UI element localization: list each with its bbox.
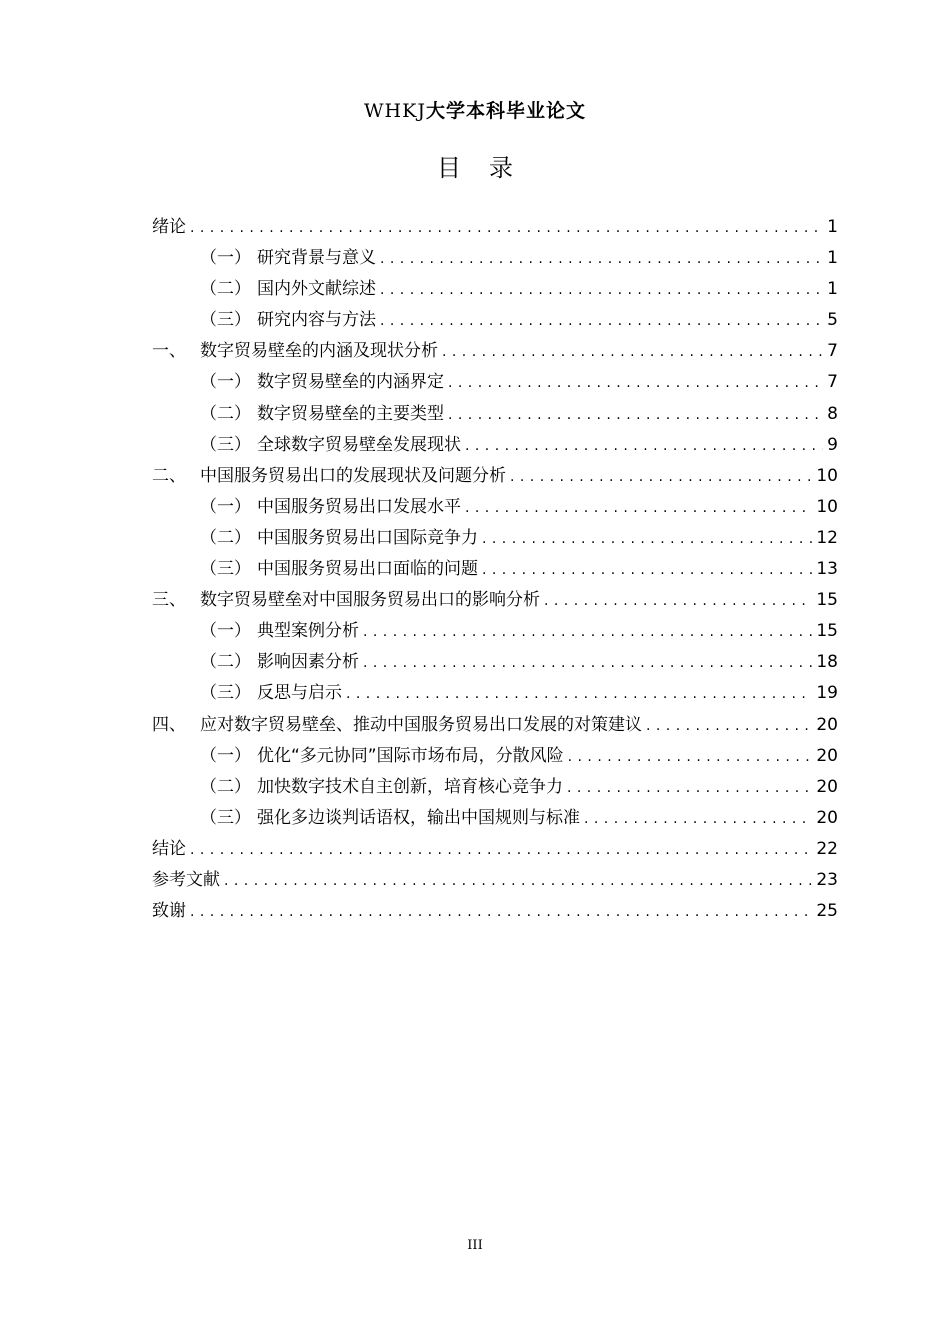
toc-entry-title: 中国服务贸易出口面临的问题 — [257, 559, 478, 580]
toc-entry-page: 7 — [827, 341, 838, 362]
dot-leader — [448, 400, 823, 431]
dot-leader — [465, 493, 812, 524]
toc-entry-number: （三） — [200, 683, 251, 704]
toc-entry-title: 优化“多元协同”国际市场布局，分散风险 — [257, 745, 564, 766]
toc-entry-page: 12 — [816, 527, 838, 548]
toc-entry[interactable] — [152, 647, 838, 678]
dot-leader — [584, 804, 812, 835]
toc-entry-number: （三） — [200, 559, 251, 580]
toc-entry-title: 数字贸易壁垒的主要类型 — [257, 403, 444, 424]
toc-entry[interactable] — [152, 523, 838, 554]
toc-entry[interactable] — [152, 741, 838, 772]
toc-entry-page: 8 — [827, 403, 838, 424]
toc-entry[interactable] — [152, 616, 838, 647]
toc-entry-page: 20 — [816, 714, 838, 735]
toc-entry-number: （二） — [200, 403, 251, 424]
toc-entry[interactable] — [152, 865, 838, 896]
dot-leader — [380, 275, 823, 306]
toc-entry[interactable] — [152, 834, 838, 865]
toc-entry-number: （三） — [200, 807, 251, 828]
toc-entry-page: 10 — [816, 496, 838, 517]
toc-entry-title: 数字贸易壁垒的内涵界定 — [257, 372, 444, 393]
dot-leader — [190, 897, 812, 928]
toc-entry[interactable] — [152, 274, 838, 305]
dot-leader — [380, 244, 823, 275]
toc-entry[interactable] — [152, 336, 838, 367]
toc-entry-number: （二） — [200, 279, 251, 300]
toc-entry[interactable] — [152, 367, 838, 398]
dot-leader — [465, 431, 823, 462]
toc-entry-number: （二） — [200, 652, 251, 673]
toc-entry-title: 中国服务贸易出口发展水平 — [257, 496, 461, 517]
dot-leader — [568, 742, 813, 773]
toc-entry-title: 影响因素分析 — [257, 652, 359, 673]
toc-entry-number: （一） — [200, 745, 251, 766]
toc-entry-title: 应对数字贸易壁垒、推动中国服务贸易出口发展的对策建议 — [200, 714, 642, 735]
dot-leader — [442, 337, 823, 368]
toc-entry-title: 参考文献 — [152, 869, 220, 890]
toc-entry-number: 二、 — [152, 465, 186, 486]
toc-entry-page: 19 — [816, 683, 838, 704]
toc-entry-number: 一、 — [152, 341, 186, 362]
toc-entry-title: 全球数字贸易壁垒发展现状 — [257, 434, 461, 455]
toc-entry-title: 加快数字技术自主创新，培育核心竞争力 — [257, 776, 563, 797]
dot-leader — [448, 368, 823, 399]
dot-leader — [190, 835, 812, 866]
dot-leader — [224, 866, 812, 897]
toc-entry-number: （一） — [200, 496, 251, 517]
toc-entry-title: 数字贸易壁垒的内涵及现状分析 — [200, 341, 438, 362]
toc-entry[interactable] — [152, 492, 838, 523]
toc-entry[interactable] — [152, 305, 838, 336]
toc-entry-page: 20 — [816, 745, 838, 766]
header-school: 大学本科毕业论文 — [425, 100, 586, 122]
toc-entry-title: 数字贸易壁垒对中国服务贸易出口的影响分析 — [200, 590, 540, 611]
toc-entry[interactable] — [152, 585, 838, 616]
toc-entry-number: （一） — [200, 372, 251, 393]
toc-entry[interactable] — [152, 803, 838, 834]
toc-entry-title: 典型案例分析 — [257, 621, 359, 642]
toc-entry-title: 致谢 — [152, 901, 186, 922]
toc-entry-page: 20 — [816, 776, 838, 797]
dot-leader — [646, 711, 812, 742]
toc-entry-page: 25 — [816, 901, 838, 922]
toc-entry-page: 7 — [827, 372, 838, 393]
page-number: III — [467, 1238, 483, 1253]
toc-entry-number: 四、 — [152, 714, 186, 735]
toc-entry-page: 15 — [816, 621, 838, 642]
toc-entry-page: 1 — [827, 217, 838, 237]
toc-entry-title: 中国服务贸易出口国际竞争力 — [257, 527, 478, 548]
dot-leader — [510, 462, 812, 493]
toc-entry-page: 1 — [827, 248, 838, 269]
toc-entry[interactable] — [152, 243, 838, 274]
running-header — [0, 96, 950, 123]
toc-entry-title: 研究背景与意义 — [257, 248, 376, 269]
dot-leader — [363, 617, 812, 648]
dot-leader — [346, 679, 812, 710]
toc-entry-page: 1 — [827, 279, 838, 300]
toc-entry-title: 绪论 — [152, 217, 186, 237]
toc-entry-page: 15 — [816, 590, 838, 611]
toc-entry[interactable] — [152, 678, 838, 709]
toc-entry[interactable] — [152, 399, 838, 430]
toc-entry-page: 13 — [816, 559, 838, 580]
toc-entry-page: 22 — [816, 838, 838, 859]
toc-entry[interactable] — [152, 461, 838, 492]
toc-entry-title: 中国服务贸易出口的发展现状及问题分析 — [200, 465, 506, 486]
toc-entry-number: （三） — [200, 434, 251, 455]
table-of-contents — [152, 212, 838, 927]
toc-entry-page: 18 — [816, 652, 838, 673]
toc-entry[interactable] — [152, 772, 838, 803]
dot-leader — [380, 306, 823, 337]
dot-leader — [482, 555, 812, 586]
header-prefix: WHKJ — [364, 100, 426, 122]
toc-entry-title: 反思与启示 — [257, 683, 342, 704]
dot-leader — [482, 524, 812, 555]
dot-leader — [190, 213, 823, 244]
toc-entry-title: 强化多边谈判话语权，输出中国规则与标准 — [257, 807, 580, 828]
toc-entry-title: 研究内容与方法 — [257, 310, 376, 331]
toc-entry-number: （一） — [200, 248, 251, 269]
dot-leader — [567, 773, 812, 804]
toc-entry-title: 国内外文献综述 — [257, 279, 376, 300]
toc-entry-number: （二） — [200, 527, 251, 548]
toc-title: 目录 — [437, 154, 541, 182]
toc-entry[interactable] — [152, 212, 838, 243]
toc-entry-number: （一） — [200, 621, 251, 642]
toc-entry-title: 结论 — [152, 838, 186, 859]
toc-entry-page: 20 — [816, 807, 838, 828]
dot-leader — [544, 586, 812, 617]
toc-entry-page: 5 — [827, 310, 838, 331]
toc-entry-page: 9 — [827, 434, 838, 455]
dot-leader — [363, 648, 812, 679]
toc-entry-page: 10 — [816, 465, 838, 486]
toc-entry[interactable] — [152, 430, 838, 461]
toc-entry-number: 三、 — [152, 590, 186, 611]
toc-entry-page: 23 — [816, 869, 838, 890]
toc-entry[interactable] — [152, 554, 838, 585]
toc-entry-number: （二） — [200, 776, 251, 797]
toc-entry-number: （三） — [200, 310, 251, 331]
toc-entry[interactable] — [152, 896, 838, 927]
toc-entry[interactable] — [152, 710, 838, 741]
